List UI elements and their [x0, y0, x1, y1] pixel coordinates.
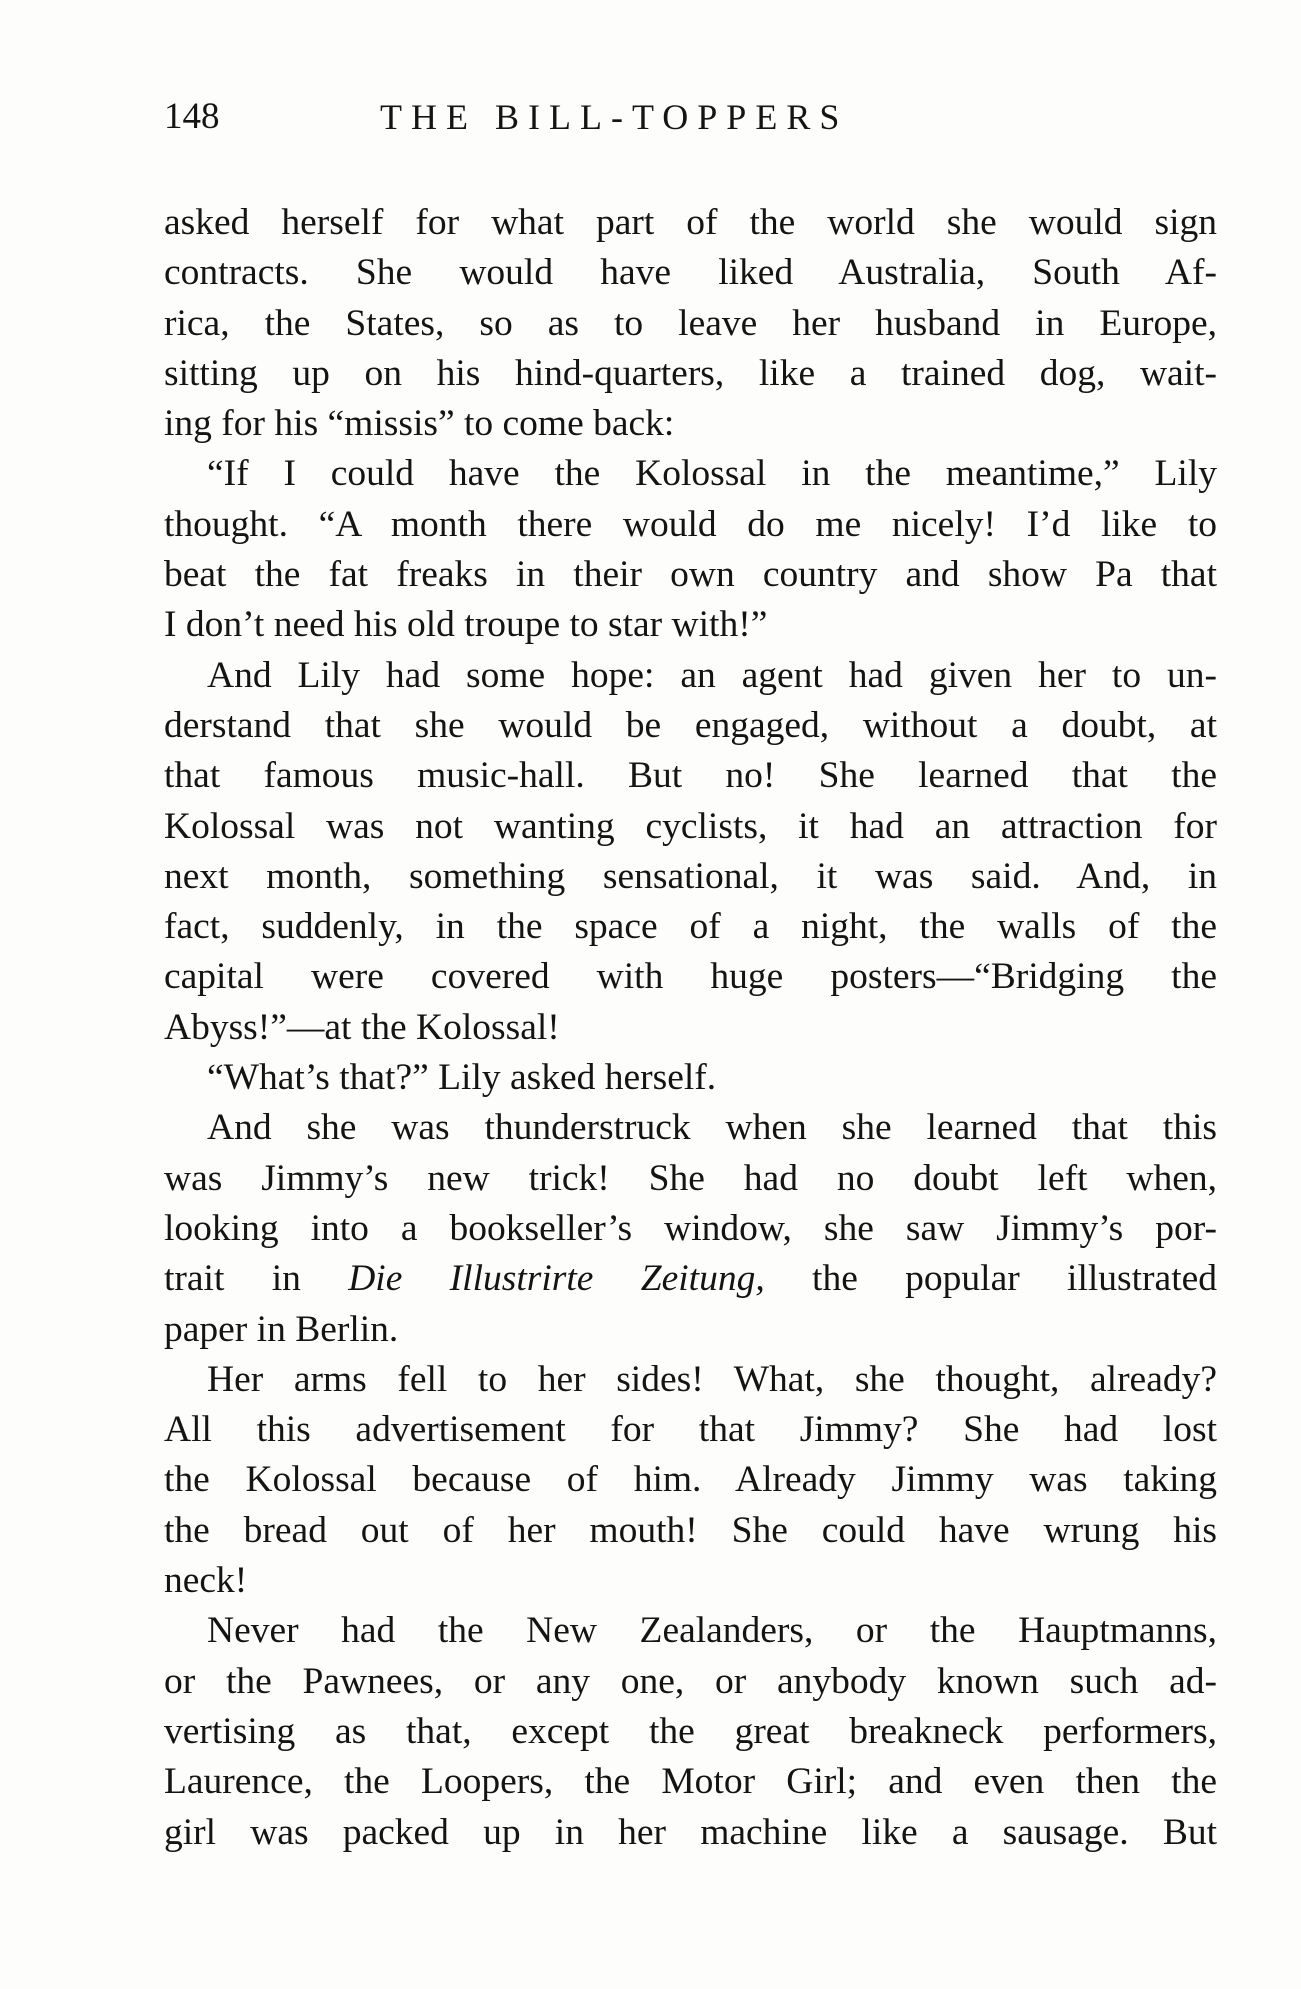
text-line: looking into a bookseller’s window, she saw Jimmy’s por- — [164, 1207, 1217, 1249]
text-line: or the Pawnees, or any one, or anybody known such ad- — [164, 1660, 1217, 1702]
text-line: the Kolossal because of him. Already Jimmy was taking — [164, 1459, 1217, 1501]
text-line: neck! — [164, 1560, 248, 1602]
paragraph-start-line: “If I could have the Kolossal in the meantime,” Lily — [207, 453, 1217, 495]
text-line: thought. “A month there would do me nicely! I’d like to — [164, 503, 1217, 545]
text-line-with-italic-title — [164, 1254, 1217, 1304]
text-line: the bread out of her mouth! She could have wrung his — [164, 1509, 1217, 1551]
paragraph-start-line: “What’s that?” Lily asked herself. — [207, 1057, 717, 1099]
text-line: derstand that she would be engaged, without a doubt, at — [164, 704, 1217, 746]
line-text-before-title: trait in — [164, 1258, 349, 1300]
page-number: 148 — [164, 96, 220, 137]
paragraph-start-line: Her arms fell to her sides! What, she thought, already? — [207, 1358, 1217, 1400]
text-line: was Jimmy’s new trick! She had no doubt left when, — [164, 1157, 1217, 1199]
text-line: girl was packed up in her machine like a sausage. But — [164, 1811, 1217, 1853]
text-line: rica, the States, so as to leave her husband in Europe, — [164, 302, 1217, 344]
text-line: Laurence, the Loopers, the Motor Girl; and even then the — [164, 1761, 1217, 1803]
text-line: paper in Berlin. — [164, 1308, 399, 1350]
text-line: beat the fat freaks in their own country and show Pa that — [164, 554, 1217, 596]
running-title: THE BILL-TOPPERS — [380, 97, 849, 137]
text-line: All this advertisement for that Jimmy? She had lost — [164, 1409, 1217, 1451]
paragraph-start-line: Never had the New Zealanders, or the Hauptmanns, — [207, 1610, 1217, 1652]
text-line: fact, suddenly, in the space of a night, the walls of the — [164, 906, 1217, 948]
text-line: Abyss!”—at the Kolossal! — [164, 1006, 560, 1048]
paragraph-start-line: And Lily had some hope: an agent had given her to un- — [207, 654, 1217, 696]
text-line: vertising as that, except the great breakneck performers, — [164, 1710, 1217, 1752]
text-line: capital were covered with huge posters—“Bridging the — [164, 956, 1217, 998]
text-line: contracts. She would have liked Australia, South Af- — [164, 252, 1217, 294]
text-line: I don’t need his old troupe to star with!” — [164, 604, 768, 646]
page-header — [164, 92, 1064, 142]
text-line: Kolossal was not wanting cyclists, it had an attraction for — [164, 805, 1217, 847]
line-text-after-title: the popular illustrated — [764, 1258, 1218, 1300]
text-line: ing for his “missis” to come back: — [164, 403, 675, 445]
text-line: sitting up on his hind-quarters, like a trained dog, wait- — [164, 352, 1217, 394]
newspaper-title: Die Illustrirte Zeitung, — [348, 1258, 765, 1300]
text-line: asked herself for what part of the world she would sign — [164, 202, 1217, 243]
paragraph-start-line: And she was thunderstruck when she learned that this — [207, 1107, 1217, 1149]
text-line: next month, something sensational, it was said. And, in — [164, 855, 1217, 897]
text-line: that famous music-hall. But no! She learned that the — [164, 755, 1217, 797]
body-text — [164, 198, 1217, 1858]
